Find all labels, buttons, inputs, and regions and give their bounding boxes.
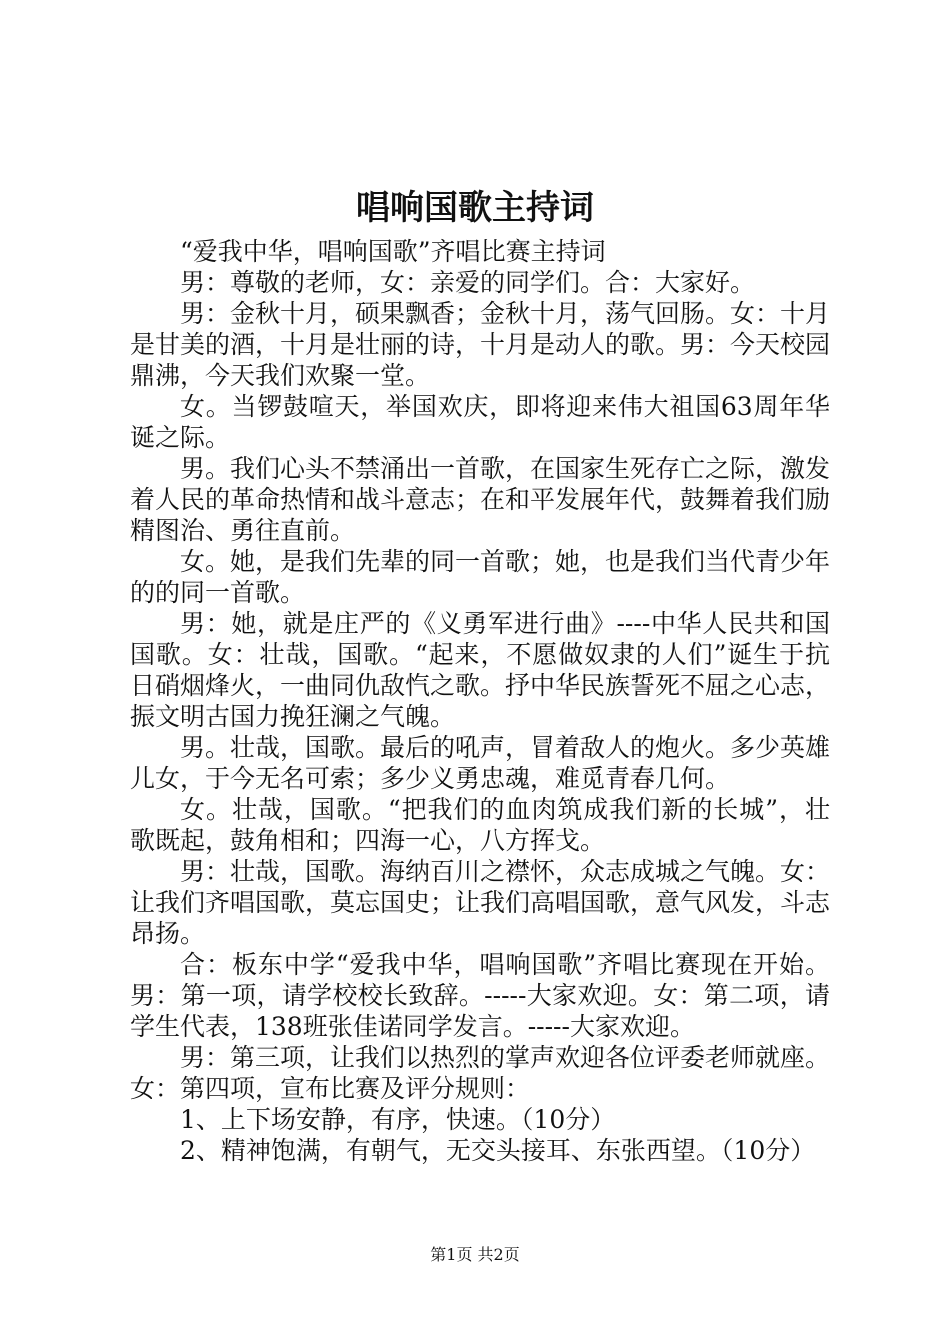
rule-item: 2、精神饱满，有朝气，无交头接耳、东张西望。（10分） (180, 1136, 816, 1165)
body-paragraph: 男：第三项，让我们以热烈的掌声欢迎各位评委老师就座。女：第四项，宣布比赛及评分规则： (130, 1043, 831, 1103)
body-paragraph: 女。当锣鼓喧天，举国欢庆，即将迎来伟大祖国63周年华诞之际。 (130, 392, 830, 452)
rule-item: 1、上下场安静，有序，快速。（10分） (180, 1105, 616, 1134)
body-paragraph: 男：壮哉，国歌。海纳百川之襟怀，众志成城之气魄。女：让我们齐唱国歌，莫忘国史；让我们高唱国歌，意气风发，斗志昂扬。 (130, 857, 831, 948)
body-paragraph: 男。我们心头不禁涌出一首歌，在国家生死存亡之际，激发着人民的革命热情和战斗意志；在和平发展年代，鼓舞着我们励精图治、勇往直前。 (130, 454, 831, 545)
body-paragraph: 男。壮哉，国歌。最后的吼声，冒着敌人的炮火。多少英雄儿女，于今无名可索；多少义勇忠魂，难觅青春几何。 (130, 733, 831, 793)
body-paragraph: 女。壮哉，国歌。“把我们的血肉筑成我们新的长城”，壮歌既起，鼓角相和；四海一心，八方挥戈。 (130, 795, 830, 855)
body-paragraph: 女。她，是我们先辈的同一首歌；她，也是我们当代青少年的的同一首歌。 (130, 547, 831, 607)
body-paragraph: 男：她，就是庄严的《义勇军进行曲》----中华人民共和国国歌。女：壮哉，国歌。“起来，不愿做奴隶的人们”诞生于抗日硝烟烽火，一曲同仇敌忾之歌。抒中华民族誓死不屈之心志，振文明古国力挽狂澜之气魄。 (130, 609, 831, 731)
subtitle-paragraph: “爱我中华，唱响国歌”齐唱比赛主持词 (180, 237, 606, 266)
greeting-paragraph: 男：尊敬的老师，女：亲爱的同学们。合：大家好。 (180, 268, 756, 297)
body-paragraph: 合：板东中学“爱我中华，唱响国歌”齐唱比赛现在开始。男：第一项，请学校校长致辞。-----大家欢迎。女：第二项，请学生代表，138班张佳诺同学发言。-----大家欢迎。 (130, 950, 830, 1041)
page-footer (0, 1244, 950, 1266)
document-body (130, 236, 830, 1166)
document-title: 唱响国歌主持词 (356, 188, 594, 228)
page-number: 第1页 (430, 1245, 473, 1264)
body-paragraph: 男：金秋十月，硕果飘香；金秋十月，荡气回肠。女：十月是甘美的酒，十月是壮丽的诗，十月是动人的歌。男：今天校园鼎沸，今天我们欢聚一堂。 (130, 299, 831, 390)
page-total: 共2页 (477, 1245, 520, 1264)
